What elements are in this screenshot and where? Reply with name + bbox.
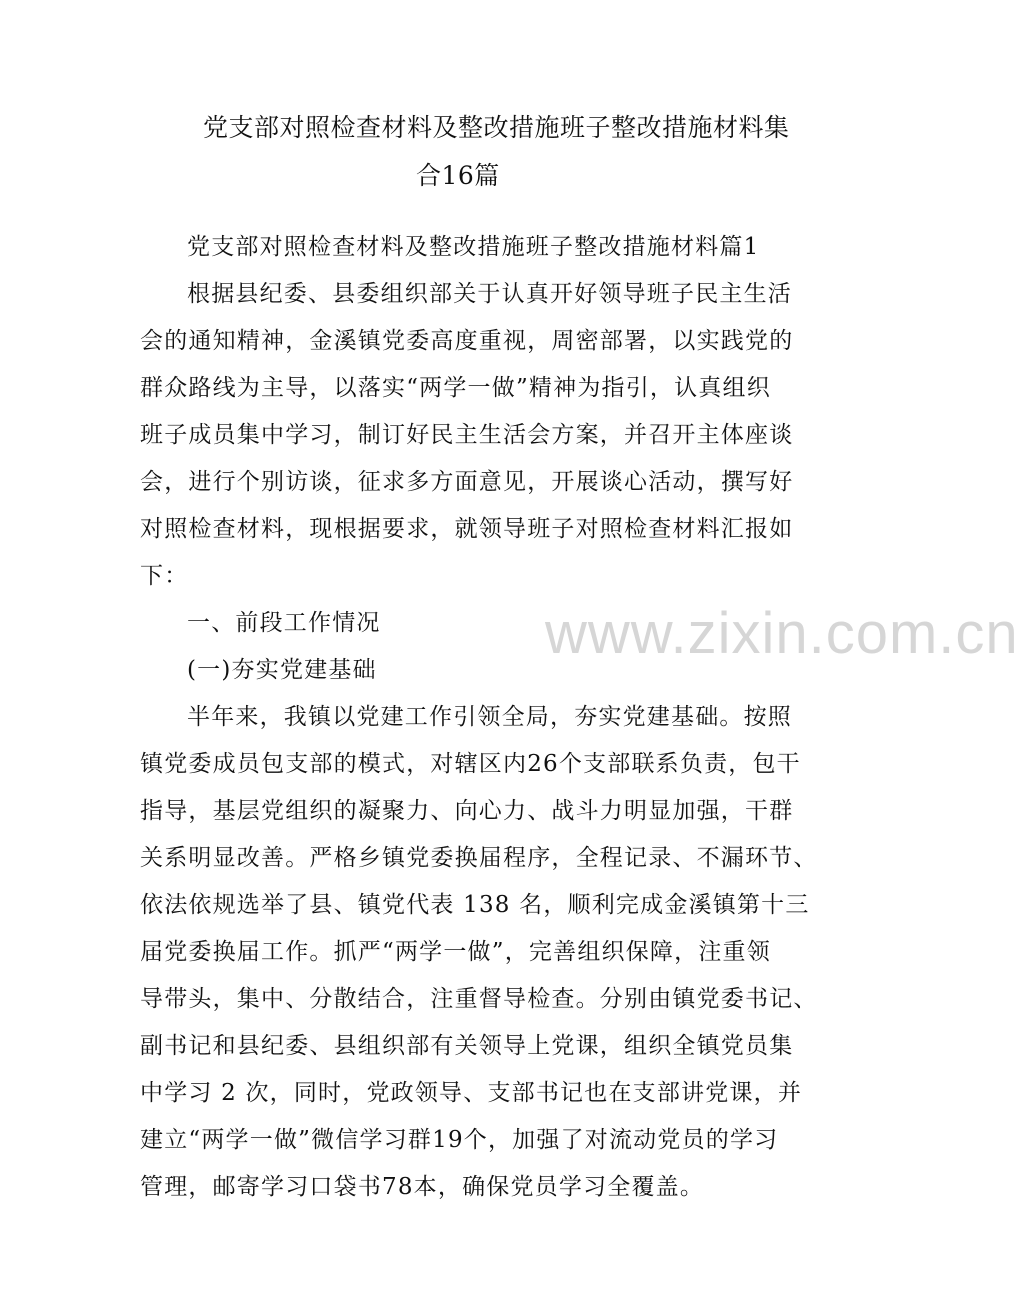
subsection-subheading: (一)夯实党建基础 — [187, 657, 377, 683]
paragraph-line: 会的通知精神，金溪镇党委高度重视，周密部署，以实践党的 — [140, 328, 794, 354]
document-title-line-1: 党支部对照检查材料及整改措施班子整改措施材料集 — [203, 113, 790, 142]
paragraph-line: 中学习 2 次，同时，党政领导、支部书记也在支部讲党课，并 — [140, 1080, 803, 1106]
paragraph-line: 对照检查材料，现根据要求，就领导班子对照检查材料汇报如 — [140, 516, 794, 542]
paragraph-line: 镇党委成员包支部的模式，对辖区内26个支部联系负责，包干 — [140, 751, 801, 777]
paragraph-line: 指导，基层党组织的凝聚力、向心力、战斗力明显加强，干群 — [140, 798, 794, 824]
subsection-heading: 一、前段工作情况 — [187, 610, 381, 636]
paragraph-line: 关系明显改善。严格乡镇党委换届程序，全程记录、不漏环节、 — [140, 845, 818, 871]
paragraph-line: 班子成员集中学习，制订好民主生活会方案，并召开主体座谈 — [140, 422, 794, 448]
paragraph-line: 导带头，集中、分散结合，注重督导检查。分别由镇党委书记、 — [140, 986, 818, 1012]
paragraph-line: 下： — [140, 563, 189, 589]
section-heading: 党支部对照检查材料及整改措施班子整改措施材料篇1 — [187, 234, 760, 260]
paragraph-line: 管理，邮寄学习口袋书78本，确保党员学习全覆盖。 — [140, 1174, 705, 1200]
watermark: www.zixin.com.cn — [545, 601, 1019, 666]
paragraph-line: 群众路线为主导，以落实“两学一做”精神为指引，认真组织 — [140, 375, 771, 401]
paragraph-line: 半年来，我镇以党建工作引领全局，夯实党建基础。按照 — [187, 704, 792, 730]
paragraph-line: 根据县纪委、县委组织部关于认真开好领导班子民主生活 — [187, 281, 792, 307]
paragraph-line: 会，进行个别访谈，征求多方面意见，开展谈心活动，撰写好 — [140, 469, 794, 495]
paragraph-line: 届党委换届工作。抓严“两学一做”，完善组织保障，注重领 — [140, 939, 771, 965]
paragraph-line: 依法依规选举了县、镇党代表 138 名，顺利完成金溪镇第十三 — [140, 892, 810, 918]
document-title-line-2: 合16篇 — [416, 161, 500, 190]
paragraph-line: 副书记和县纪委、县组织部有关领导上党课，组织全镇党员集 — [140, 1033, 794, 1059]
paragraph-line: 建立“两学一做”微信学习群19个，加强了对流动党员的学习 — [140, 1127, 779, 1153]
